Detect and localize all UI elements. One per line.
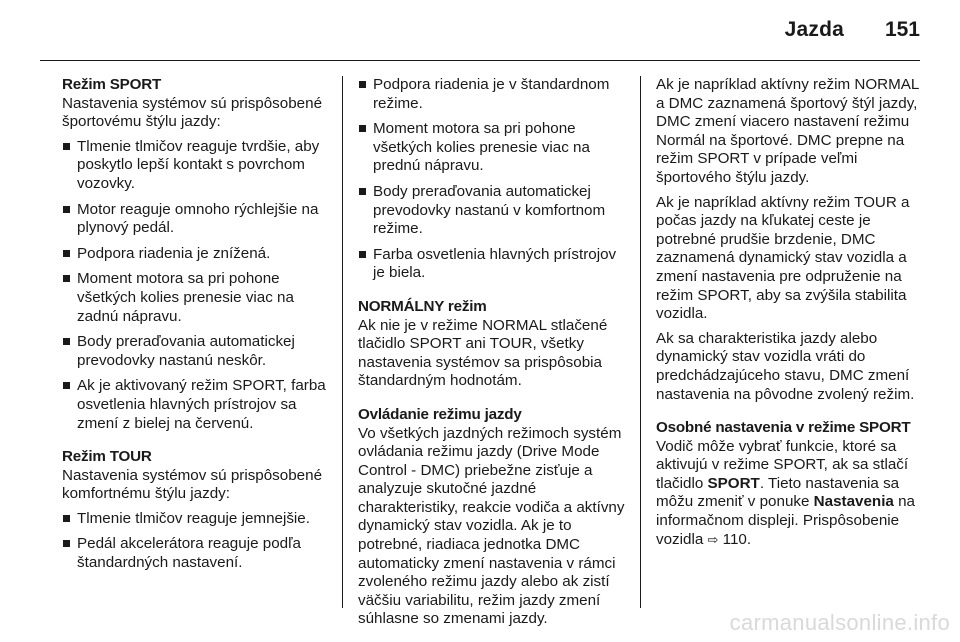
column-1 <box>62 76 330 573</box>
section-heading-personal: Osobné nastavenia v režime SPORT <box>656 419 911 437</box>
header-rule <box>40 60 920 61</box>
watermark: carmanualsonline.info <box>729 610 950 635</box>
section-heading-tour: Režim TOUR <box>62 448 152 466</box>
settings-menu-label: Nastavenia <box>813 493 894 511</box>
column-3 <box>656 76 926 549</box>
section-heading-sport: Režim SPORT <box>62 76 162 93</box>
column-divider <box>640 76 641 608</box>
text-run: Vodič môže vybrať funkcie, ktoré sa aktivujú v režime SPORT, ak sa stlačí tlačidlo <box>656 437 909 492</box>
paragraph: Ak sa charakteristika jazdy alebo dynamický stav vozidla vráti do predchádzajúceho stavu, DMC zmení nastavenia na pôvodne zvolený režim. <box>656 329 915 403</box>
list-item: Moment motora sa pri pohone všetkých kolies prenesie viac na zadnú nápravu. <box>62 270 330 326</box>
sport-list <box>62 138 330 433</box>
list-item: Body preraďovania automatickej prevodovky nastanú v komfortnom režime. <box>358 183 626 239</box>
column-2 <box>358 76 626 629</box>
sport-intro: Nastavenia systémov sú prispôsobené športovému štýlu jazdy: <box>62 94 323 131</box>
page-number: 151 <box>884 18 920 41</box>
control-text: Vo všetkých jazdných režimoch systém ovládania režimu jazdy (Drive Mode Control - DMC) priebežne zisťuje a analyzuje skutočné jazdné charakteristiky, reakcie vodiča a aktívny dynamický stav vozidla. Ak je to potrebné, riadiaca jednotka DMC automaticky zmení nastavenia v rámci zvoleného režimu jazdy alebo ak zistí väčšiu variabilitu, režim jazdy zmení súhlasne so zmenami jazdy. <box>358 424 625 628</box>
tour-list-continued <box>358 76 626 283</box>
section-heading-control: Ovládanie režimu jazdy <box>358 405 522 423</box>
sport-button-label: SPORT <box>707 474 760 492</box>
list-item: Ak je aktivovaný režim SPORT, farba osvetlenia hlavných prístrojov sa zmení z bielej na červenú. <box>62 377 330 433</box>
list-item: Motor reaguje omnoho rýchlejšie na plynový pedál. <box>62 201 330 238</box>
list-item: Tlmenie tlmičov reaguje jemnejšie. <box>62 510 330 529</box>
list-item: Tlmenie tlmičov reaguje tvrdšie, aby poskytlo lepší kontakt s povrchom vozovky. <box>62 138 330 194</box>
list-item: Podpora riadenia je v štandardnom režime. <box>358 76 626 113</box>
tour-list <box>62 510 330 573</box>
text-run: na informačnom displeji. Prispôsobenie vozidla <box>656 493 915 548</box>
page-header <box>0 0 960 60</box>
tour-intro: Nastavenia systémov sú prispôsobené komfortnému štýlu jazdy: <box>62 466 323 503</box>
list-item: Moment motora sa pri pohone všetkých kolies prenesie viac na prednú nápravu. <box>358 120 626 176</box>
paragraph: Ak je napríklad aktívny režim NORMAL a DMC zaznamená športový štýl jazdy, DMC zmení viacero nastavení režimu Normál na športové. DMC prepne na režim SPORT v prípade veľmi športového štýlu jazdy. <box>656 76 919 186</box>
page-ref-arrow-icon: ⇨ <box>707 531 719 547</box>
chapter-title: Jazda <box>784 18 844 41</box>
page-reference: 110. <box>718 530 752 548</box>
list-item: Farba osvetlenia hlavných prístrojov je biela. <box>358 246 626 283</box>
paragraph: Ak je napríklad aktívny režim TOUR a počas jazdy na kľukatej ceste je potrebné prudšie brzdenie, DMC zaznamená dynamický stav vozidla a zmení nastavenia pre odpruženie na režim SPORT, aby sa zvýšila stabilita vozidla. <box>656 193 910 323</box>
text-run: . Tieto nastavenia sa môžu zmeniť v ponuke <box>656 474 900 511</box>
list-item: Pedál akcelerátora reaguje podľa štandardných nastavení. <box>62 535 330 572</box>
column-divider <box>342 76 343 608</box>
normal-text: Ak nie je v režime NORMAL stlačené tlačidlo SPORT ani TOUR, všetky nastavenia systémov sa prispôsobia štandardným hodnotám. <box>358 316 608 390</box>
list-item: Podpora riadenia je znížená. <box>62 245 330 264</box>
personal-text <box>656 438 926 550</box>
list-item: Body preraďovania automatickej prevodovky nastanú neskôr. <box>62 333 330 370</box>
section-heading-normal: NORMÁLNY režim <box>358 297 487 315</box>
